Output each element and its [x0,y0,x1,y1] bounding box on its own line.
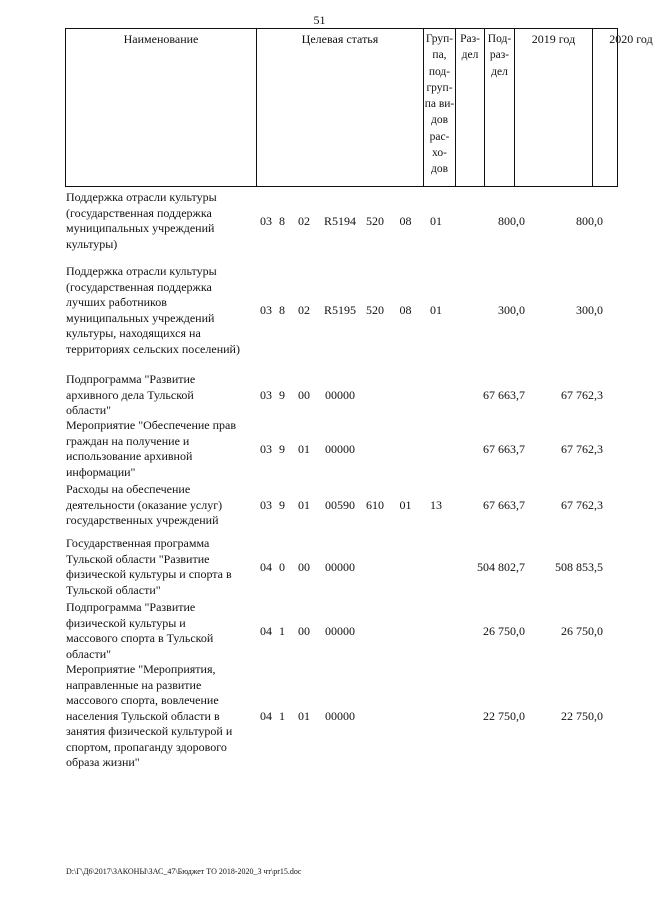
row-name-line: направленные на развитие [66,677,202,692]
row-name-line: лучших работников [66,295,167,309]
target-program: 03 [260,213,272,228]
row-name [66,264,258,357]
row-name-line: Подпрограмма "Развитие [66,372,196,386]
target-measure: 01 [298,441,310,456]
row-name-line: занятия физической культурой и [66,724,233,738]
section-code: 08 [399,213,412,228]
header-subsection [485,29,515,186]
target-subprogram: 0 [279,559,285,574]
value-2020: 26 750,0 [561,623,603,638]
target-measure: 02 [298,213,310,228]
row-name-line: Государственная программа [66,536,210,550]
header-line: дел [461,49,479,62]
value-2020: 800,0 [576,213,603,228]
subsection-code: 01 [430,303,442,317]
value-2019: 300,0 [498,303,525,317]
row-name-line: Поддержка отрасли культуры [66,264,217,278]
section-code: 01 [399,497,412,512]
target-subprogram: 9 [279,441,285,456]
row-name-line: культуры, находящихся на [66,326,201,340]
header-line: Под- [487,33,512,45]
expense-group: 520 [366,303,384,317]
row-name-line: Подпрограмма "Развитие [66,600,196,614]
header-year-2020: 2020 год [609,32,653,46]
target-program: 04 [260,708,272,723]
target-direction: 00590 [325,497,355,512]
row-name-line: массового спорта в Тульской [66,631,214,645]
expense-group: 520 [366,213,384,228]
row-name-line: государственных учреждений [66,513,219,527]
row-name-line: деятельности (оказание услуг) [66,497,223,512]
target-measure: 00 [298,623,310,638]
target-measure: 00 [298,387,310,402]
row-name [66,372,258,419]
value-2020: 22 750,0 [561,708,603,723]
target-subprogram: 8 [279,213,285,228]
header-line: под- [428,65,451,78]
row-name-line: муниципальных учреждений [66,221,215,235]
target-program: 03 [260,303,272,317]
row-name-line: информации" [66,464,136,479]
header-line: дел [491,65,508,78]
header-line: Раз- [460,33,480,45]
target-direction: 00000 [325,387,355,402]
row-name [66,600,258,662]
row-name [66,190,258,252]
header-line: па, [432,49,447,62]
value-2019: 504 802,7 [477,559,525,574]
header-target: Целевая статья [257,29,424,186]
row-name-line: территориях сельских поселений) [66,341,240,356]
row-name-line: Мероприятие "Мероприятия, [66,662,216,676]
row-name-line: культуры) [66,236,118,251]
target-subprogram: 9 [279,497,285,512]
row-name-line: массового спорта, вовлечение [66,693,219,707]
target-subprogram: 8 [279,303,285,317]
row-name-line: спортом, пропаганду здорового [66,739,227,754]
header-section [456,29,485,186]
section-code: 08 [399,303,412,317]
target-direction: R5194 [323,213,356,228]
row-name-line: Тульской области" [66,582,161,597]
target-measure: 01 [298,497,310,512]
row-name [66,662,258,771]
row-name-line: использование архивной [66,449,193,463]
target-program: 03 [260,441,272,456]
row-name [66,536,258,598]
target-measure: 00 [298,559,310,574]
row-name-line: Тульской области "Развитие [66,551,210,566]
subsection-code: 13 [430,497,442,512]
target-subprogram: 9 [279,387,285,402]
value-2020: 300,0 [576,303,603,317]
target-direction: 00000 [325,441,355,456]
target-program: 03 [260,497,272,512]
value-2019: 67 663,7 [483,387,525,402]
target-program: 04 [260,559,272,574]
row-name-line: (государственная поддержка [66,205,212,220]
value-2019: 800,0 [498,213,525,228]
table-header [65,28,653,187]
target-measure: 01 [298,708,310,723]
value-2020: 67 762,3 [561,387,603,402]
value-2019: 67 663,7 [483,441,525,456]
row-name-line: населения Тульской области в [66,708,220,723]
row-name-line: физической культуры и [66,615,186,630]
value-2019: 26 750,0 [483,623,525,638]
header-year-2019: 2019 год [515,29,593,186]
target-measure: 02 [298,303,310,317]
header-line: дов [430,114,449,127]
row-name-line: Мероприятие "Обеспечение прав [66,418,237,432]
header-line: дов [430,163,449,176]
header-line: па ви- [424,98,455,111]
value-2019: 22 750,0 [483,708,525,723]
header-line: груп- [426,81,453,94]
row-name-line: области" [66,646,112,661]
target-direction: R5195 [323,303,356,317]
target-program: 03 [260,387,272,402]
row-name-line: (государственная поддержка [66,279,212,294]
row-name-line: физической культуры и спорта в [66,567,232,581]
row-name [66,482,258,529]
header-line: раз- [489,49,510,62]
header-group [424,29,456,186]
target-direction: 00000 [325,708,355,723]
target-direction: 00000 [325,623,355,638]
header-line: Груп- [425,33,454,45]
value-2020: 67 762,3 [561,441,603,456]
value-2019: 67 663,7 [483,497,525,512]
page-number: 51 [313,13,326,27]
footer-file-path: D:\Г\Д6\2017\ЗАКОНЫ\ЗАС_47\Бюджет ТО 2018-2020_3 чт\pr15.doc [66,867,302,876]
value-2020: 508 853,5 [555,559,603,574]
target-program: 04 [260,623,272,638]
header-line: хо- [432,147,447,160]
header-line: рас- [429,130,450,143]
row-name [66,418,258,480]
row-name-line: образа жизни" [66,755,140,769]
target-subprogram: 1 [279,623,285,638]
value-2020: 67 762,3 [561,497,603,512]
target-subprogram: 1 [279,708,285,723]
expense-group: 610 [366,497,384,512]
subsection-code: 01 [430,213,442,228]
row-name-line: области" [66,403,112,417]
row-name-line: архивного дела Тульской [66,387,194,402]
row-name-line: муниципальных учреждений [66,310,215,325]
row-name-line: Расходы на обеспечение [66,482,191,496]
target-direction: 00000 [325,559,355,574]
header-name: Наименование [66,29,257,186]
row-name-line: граждан на получение и [66,433,190,448]
row-name-line: Поддержка отрасли культуры [66,190,217,204]
